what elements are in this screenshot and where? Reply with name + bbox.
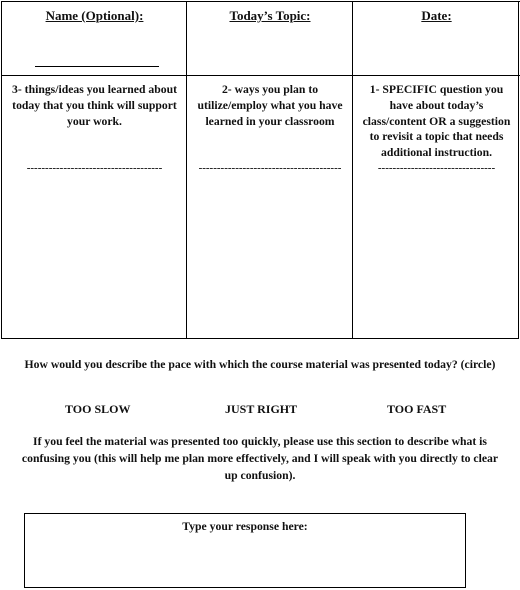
pace-option-too-fast[interactable]: TOO FAST [387,402,447,416]
response-label: Type your response here: [182,520,308,533]
plan-divider: --------------------------------------- [198,162,342,174]
date-cell[interactable] [352,1,520,76]
plan-prompt: 2- ways you plan to utilize/employ what you have learned in your classroom [197,83,343,128]
pace-option-just-right[interactable]: JUST RIGHT [225,402,298,416]
name-input-line[interactable] [35,66,159,67]
response-box[interactable] [24,513,466,588]
question-cell[interactable] [352,75,520,339]
learned-divider: ------------------------------------- [26,162,163,174]
topic-cell[interactable] [186,1,353,76]
question-divider: -------------------------------- [377,162,496,174]
learned-cell[interactable] [1,75,187,339]
learned-prompt: 3- things/ideas you learned about today that you think will support your work. [12,83,177,128]
topic-label: Today’s Topic: [229,8,311,23]
table-bottom-border [1,338,519,339]
name-cell[interactable] [1,1,187,76]
pace-option-too-slow[interactable]: TOO SLOW [65,402,131,416]
confusion-prompt: If you feel the material was presented too quickly, please use this section to describe what is confusing you (this will help me plan more effectively, and I will speak with you directly to clear up confusion). [21,435,499,482]
feedback-table [1,1,519,338]
pace-question: How would you describe the pace with which the course material was presented today? (circle) [24,358,496,371]
question-prompt: 1- SPECIFIC question you have about today’s class/content OR a suggestion to revisit a topic that needs additional instruction. [362,83,511,160]
date-label: Date: [421,8,452,23]
plan-cell[interactable] [186,75,353,339]
name-label: Name (Optional): [45,8,144,23]
table-right-border [518,1,519,338]
